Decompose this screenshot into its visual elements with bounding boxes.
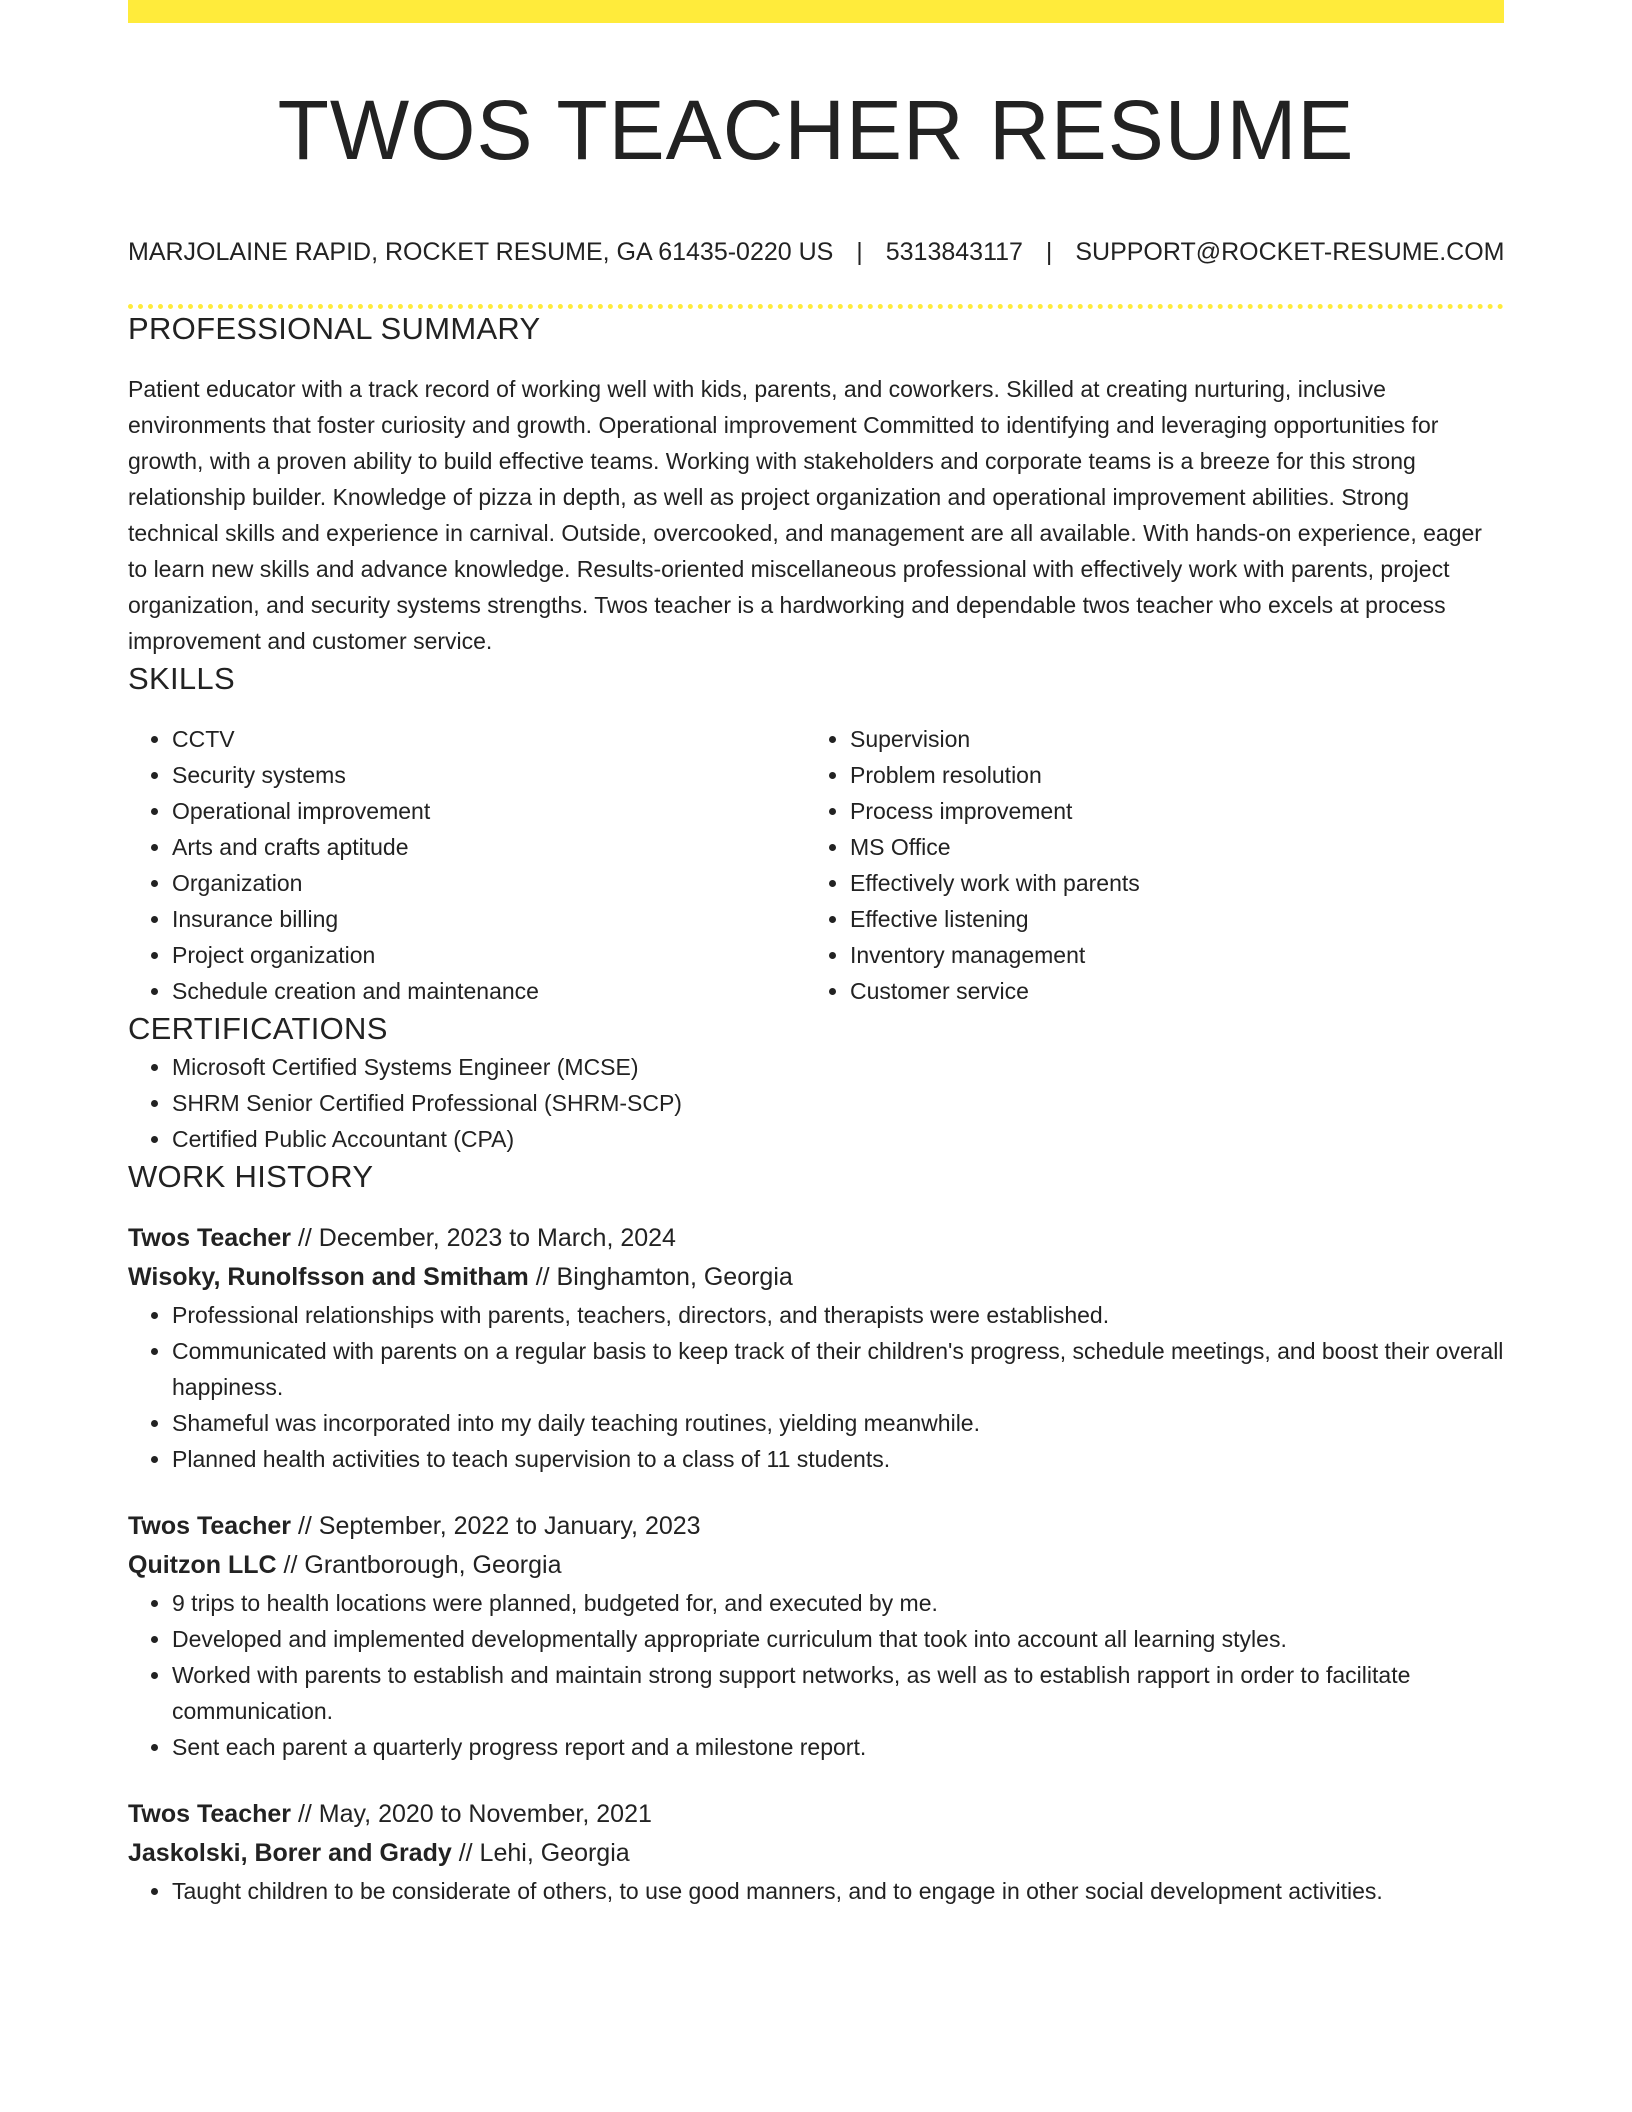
certification-item: • Microsoft Certified Systems Engineer (MCSE) <box>172 1049 1504 1085</box>
certifications-heading: CERTIFICATIONS <box>128 1011 388 1046</box>
job-bullet: • Taught children to be considerate of others, to use good manners, and to engage in other social development activities. <box>172 1873 1504 1909</box>
skills-column-left <box>128 721 806 1009</box>
work-history-heading: WORK HISTORY <box>128 1159 374 1194</box>
job-bullet: • 9 trips to health locations were planned, budgeted for, and executed by me. <box>172 1585 1504 1621</box>
skill-item: • CCTV <box>172 721 806 757</box>
skill-item: • Security systems <box>172 757 806 793</box>
skill-item: • Project organization <box>172 937 806 973</box>
certification-item: • Certified Public Accountant (CPA) <box>172 1121 1504 1157</box>
resume-title: TWOS TEACHER RESUME <box>277 83 1355 177</box>
skill-item: • Operational improvement <box>172 793 806 829</box>
job-title: Twos Teacher <box>128 1224 292 1252</box>
job-title-line <box>128 1795 1504 1834</box>
job-company: Quitzon LLC <box>128 1551 277 1579</box>
skill-item: • MS Office <box>850 829 1484 865</box>
job-bullet: • Communicated with parents on a regular basis to keep track of their children's progress, schedule meetings, and boost their overall happiness. <box>172 1333 1504 1405</box>
certifications-list <box>128 1049 1504 1157</box>
job-title: Twos Teacher <box>128 1512 292 1540</box>
job-dates: // May, 2020 to November, 2021 <box>297 1800 652 1828</box>
skill-item: • Problem resolution <box>850 757 1484 793</box>
job-company-line <box>128 1834 1504 1873</box>
summary-text: Patient educator with a track record of working well with kids, parents, and coworkers. Skilled at creating nurturing, inclusive environments that foster curiosity and growth. Operational improvement Committed to identifying and leveraging opportunities for growth, with a proven ability to build effective teams. Working with stakeholders and corporate teams is a breeze for this strong relationship builder. Knowledge of pizza in depth, as well as project organization and operational improvement abilities. Strong technical skills and experience in carnival. Outside, overcooked, and management are all available. With hands-on experience, eager to learn new skills and advance knowledge. Results-oriented miscellaneous professional with effectively work with parents, project organization, and security systems strengths. Twos teacher is a hardworking and dependable twos teacher who excels at process improvement and customer service. <box>128 376 1482 654</box>
skill-item: • Inventory management <box>850 937 1484 973</box>
job-bullet: • Professional relationships with parents, teachers, directors, and therapists were established. <box>172 1297 1504 1333</box>
skills-list-right <box>806 721 1484 1009</box>
job-company: Wisoky, Runolfsson and Smitham <box>128 1263 529 1291</box>
skills-grid <box>128 721 1504 1009</box>
contact-phone: 5313843117 <box>885 238 1023 266</box>
resume-content <box>128 0 1504 1909</box>
job-title-line <box>128 1219 1504 1258</box>
summary-heading: PROFESSIONAL SUMMARY <box>128 311 541 346</box>
job-bullet: • Sent each parent a quarterly progress report and a milestone report. <box>172 1729 1504 1765</box>
skill-item: • Customer service <box>850 973 1484 1009</box>
job-entry <box>128 1795 1504 1909</box>
job-bullets <box>128 1873 1504 1909</box>
job-entry <box>128 1219 1504 1477</box>
job-bullet: • Worked with parents to establish and maintain strong support networks, as well as to establish rapport in order to facilitate communication. <box>172 1657 1504 1729</box>
job-entry <box>128 1507 1504 1765</box>
skill-item: • Insurance billing <box>172 901 806 937</box>
skill-item: • Schedule creation and maintenance <box>172 973 806 1009</box>
job-bullets <box>128 1297 1504 1477</box>
skill-item: • Effective listening <box>850 901 1484 937</box>
job-company-line <box>128 1546 1504 1585</box>
job-location: // Lehi, Georgia <box>458 1839 630 1867</box>
contact-line <box>128 236 1504 268</box>
skills-list-left <box>128 721 806 1009</box>
work-history-list <box>128 1219 1504 1909</box>
job-company: Jaskolski, Borer and Grady <box>128 1839 452 1867</box>
skill-item: • Organization <box>172 865 806 901</box>
skill-item: • Effectively work with parents <box>850 865 1484 901</box>
job-bullet: • Developed and implemented developmentally appropriate curriculum that took into account all learning styles. <box>172 1621 1504 1657</box>
contact-email: SUPPORT@ROCKET-RESUME.COM <box>1075 238 1505 266</box>
skills-heading: SKILLS <box>128 661 235 696</box>
contact-separator: | <box>856 238 863 266</box>
job-dates: // December, 2023 to March, 2024 <box>297 1224 676 1252</box>
job-bullets <box>128 1585 1504 1765</box>
skill-item: • Process improvement <box>850 793 1484 829</box>
contact-separator: | <box>1045 238 1053 266</box>
skill-item: • Supervision <box>850 721 1484 757</box>
job-dates: // September, 2022 to January, 2023 <box>297 1512 701 1540</box>
contact-address: MARJOLAINE RAPID, ROCKET RESUME, GA 61435-0220 US <box>128 238 834 266</box>
job-bullet: • Shameful was incorporated into my daily teaching routines, yielding meanwhile. <box>172 1405 1504 1441</box>
job-title: Twos Teacher <box>128 1800 292 1828</box>
job-location: // Grantborough, Georgia <box>283 1551 562 1579</box>
skills-column-right <box>806 721 1484 1009</box>
job-location: // Binghamton, Georgia <box>535 1263 793 1291</box>
job-bullet: • Planned health activities to teach supervision to a class of 11 students. <box>172 1441 1504 1477</box>
job-company-line <box>128 1258 1504 1297</box>
certification-item: • SHRM Senior Certified Professional (SHRM-SCP) <box>172 1085 1504 1121</box>
skill-item: • Arts and crafts aptitude <box>172 829 806 865</box>
job-title-line <box>128 1507 1504 1546</box>
